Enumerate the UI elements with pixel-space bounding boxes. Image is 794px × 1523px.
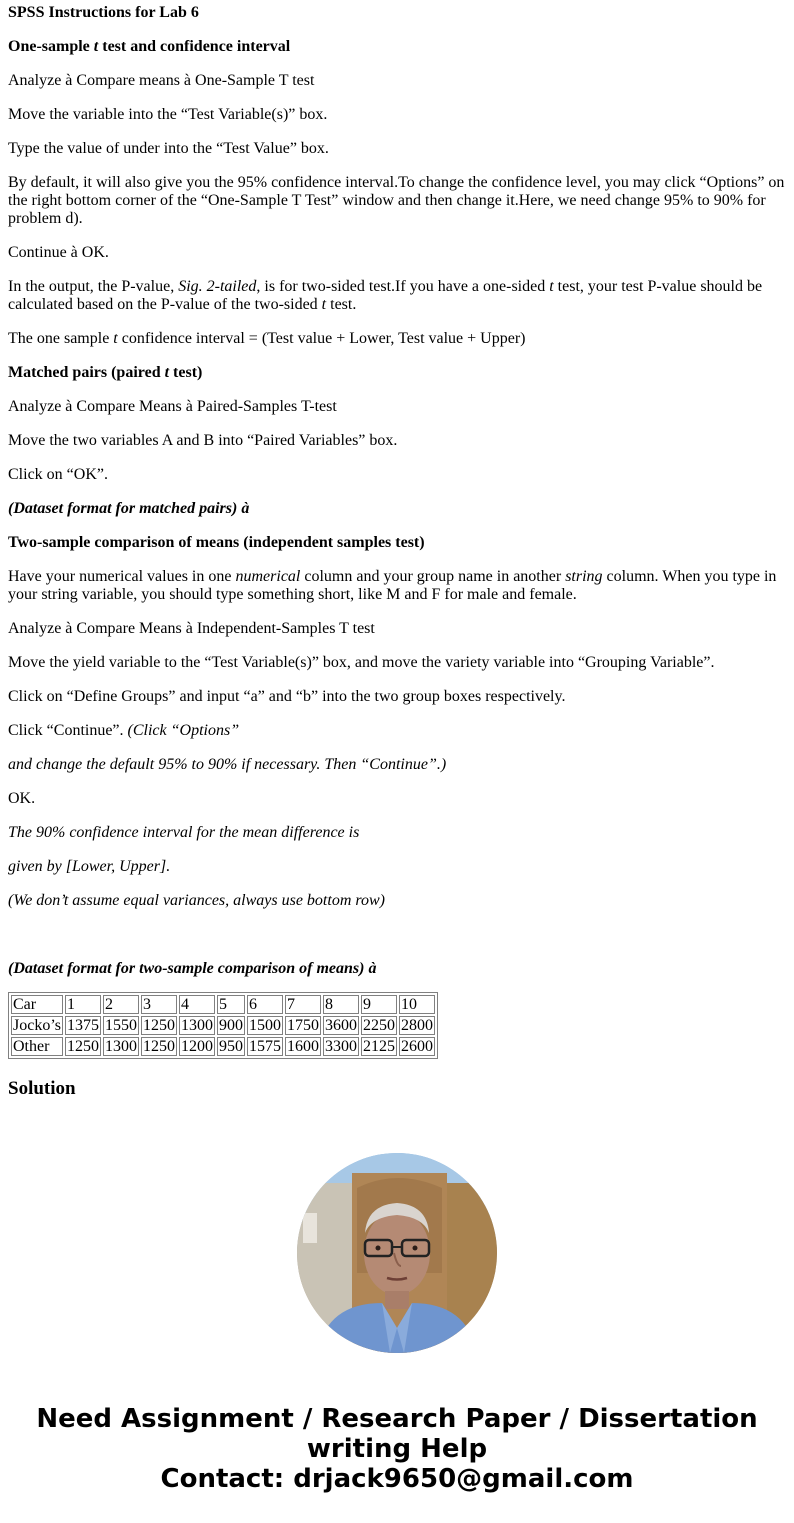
table-cell: 1250 <box>143 1017 175 1034</box>
step-paragraph: OK. <box>8 790 36 807</box>
text-run: confidence interval = (Test value + Lower, Test value + Upper) <box>117 330 526 347</box>
footer-contact: Contact: drjack9650@gmail.com <box>160 1464 634 1494</box>
document-title: SPSS Instructions for Lab 6 <box>8 4 199 21</box>
table-cell: Jocko’s <box>13 1017 61 1034</box>
table-cell: 4 <box>179 995 215 1014</box>
note-paragraph: given by [Lower, Upper]. <box>8 858 171 875</box>
table-cell: 5 <box>217 995 245 1014</box>
table-cell: 1375 <box>67 1017 99 1034</box>
text-run: column. When you type in your string variable, you should type something short, like M and F for male and female. <box>8 568 777 603</box>
table-cell: 7 <box>285 995 321 1014</box>
text-run: In the output, the P-value, <box>8 278 179 295</box>
italic-run: string <box>565 568 603 585</box>
table-cell: 1 <box>65 995 101 1014</box>
table-cell: Other <box>11 1037 63 1056</box>
author-photo <box>297 1153 497 1353</box>
heading-text: Matched pairs (paired <box>8 364 165 381</box>
text-run: Click “Continue”. <box>8 722 128 739</box>
portrait-image <box>297 1153 497 1353</box>
table-row <box>11 1037 435 1056</box>
step-paragraph: Analyze à Compare means à One-Sample T test <box>8 72 315 89</box>
promo-footer <box>0 1404 794 1494</box>
table-cell: 9 <box>361 995 397 1014</box>
table-cell: 1300 <box>181 1017 213 1034</box>
text-run: The one sample <box>8 330 114 347</box>
table-row <box>11 995 435 1014</box>
table-cell: 8 <box>323 995 359 1014</box>
step-paragraph: and change the default 95% to 90% if necessary. Then “Continue”.) <box>8 756 447 773</box>
table-cell: 1250 <box>143 1038 175 1055</box>
output-paragraph <box>8 278 786 314</box>
ci-paragraph <box>8 330 786 348</box>
solution-heading: Solution <box>8 1078 76 1099</box>
table-cell: 10 <box>399 995 435 1014</box>
step-paragraph: Move the two variables A and B into “Paired Variables” box. <box>8 432 398 449</box>
section-heading-two-sample: Two-sample comparison of means (independent samples test) <box>8 534 425 551</box>
heading-text: test and confidence interval <box>98 38 291 55</box>
data-table <box>8 992 438 1059</box>
text-run: test. <box>326 296 357 313</box>
text-run: test, your test P-value should be calculated based on the P-value of the two-sided <box>8 278 763 313</box>
table-row <box>11 1016 435 1035</box>
step-paragraph: Analyze à Compare Means à Independent-Samples T test <box>8 620 375 637</box>
italic-run: Sig. 2-tailed <box>178 278 257 295</box>
section-heading-matched-pairs <box>8 364 786 382</box>
step-paragraph: Type the value of under into the “Test Value” box. <box>8 140 329 157</box>
italic-run: t <box>321 296 327 313</box>
heading-text: One-sample <box>8 38 94 55</box>
table-cell: 3600 <box>325 1017 357 1034</box>
step-paragraph: Move the variable into the “Test Variable(s)” box. <box>8 106 328 123</box>
italic-run: t <box>113 330 118 347</box>
table-wrapper <box>8 992 786 1059</box>
intro-paragraph <box>8 568 786 604</box>
table-cell: Car <box>11 995 63 1014</box>
note-paragraph: The 90% confidence interval for the mean difference is <box>8 824 360 841</box>
dataset-format-note: (Dataset format for two-sample comparison of means) à <box>8 960 377 977</box>
table-cell: 950 <box>219 1038 243 1055</box>
table-cell: 900 <box>219 1017 243 1034</box>
step-paragraph: Click on “OK”. <box>8 466 108 483</box>
table-cell: 1550 <box>105 1017 137 1034</box>
step-paragraph <box>8 722 786 740</box>
step-paragraph: Click on “Define Groups” and input “a” and “b” into the two group boxes respectively. <box>8 688 566 705</box>
table-cell: 1575 <box>249 1038 281 1055</box>
step-paragraph: Continue à OK. <box>8 244 109 261</box>
dataset-format-note: (Dataset format for matched pairs) à <box>8 500 250 517</box>
table-cell: 2800 <box>401 1017 433 1034</box>
section-heading-one-sample <box>8 38 786 56</box>
footer-line: Need Assignment / Research Paper / Dissertation <box>36 1404 758 1434</box>
table-cell: 1600 <box>287 1038 319 1055</box>
italic-run: (Click “Options” <box>127 722 240 739</box>
step-paragraph: Analyze à Compare Means à Paired-Samples T-test <box>8 398 337 415</box>
table-cell: 1300 <box>105 1038 137 1055</box>
table-cell: 1250 <box>67 1038 99 1055</box>
heading-t-italic: t <box>93 38 99 55</box>
note-paragraph: (We don’t assume equal variances, always use bottom row) <box>8 892 385 909</box>
table-cell: 6 <box>247 995 283 1014</box>
text-run: Have your numerical values in one <box>8 568 236 585</box>
table-cell: 3 <box>141 995 177 1014</box>
table-cell: 1750 <box>287 1017 319 1034</box>
document-body <box>8 4 786 1100</box>
step-paragraph: By default, it will also give you the 95% confidence interval.To change the confidence level, you may click “Options” on the right bottom corner of the “One-Sample T Test” window and then change it.Here, we need change 95% to 90% for problem d). <box>8 174 785 227</box>
footer-line: writing Help <box>306 1434 488 1464</box>
italic-run: numerical <box>235 568 301 585</box>
heading-text: test) <box>169 364 203 381</box>
italic-run: t <box>549 278 554 295</box>
text-run: column and your group name in another <box>300 568 566 585</box>
table-cell: 2600 <box>401 1038 433 1055</box>
heading-t-italic: t <box>164 364 170 381</box>
table-cell: 2 <box>103 995 139 1014</box>
table-cell: 1500 <box>249 1017 281 1034</box>
table-cell: 2125 <box>363 1038 395 1055</box>
step-paragraph: Move the yield variable to the “Test Variable(s)” box, and move the variety variable into “Grouping Variable”. <box>8 654 715 671</box>
text-run: , is for two-sided test.If you have a one-sided <box>256 278 550 295</box>
table-cell: 1200 <box>181 1038 213 1055</box>
table-cell: 2250 <box>363 1017 395 1034</box>
table-cell: 3300 <box>325 1038 357 1055</box>
